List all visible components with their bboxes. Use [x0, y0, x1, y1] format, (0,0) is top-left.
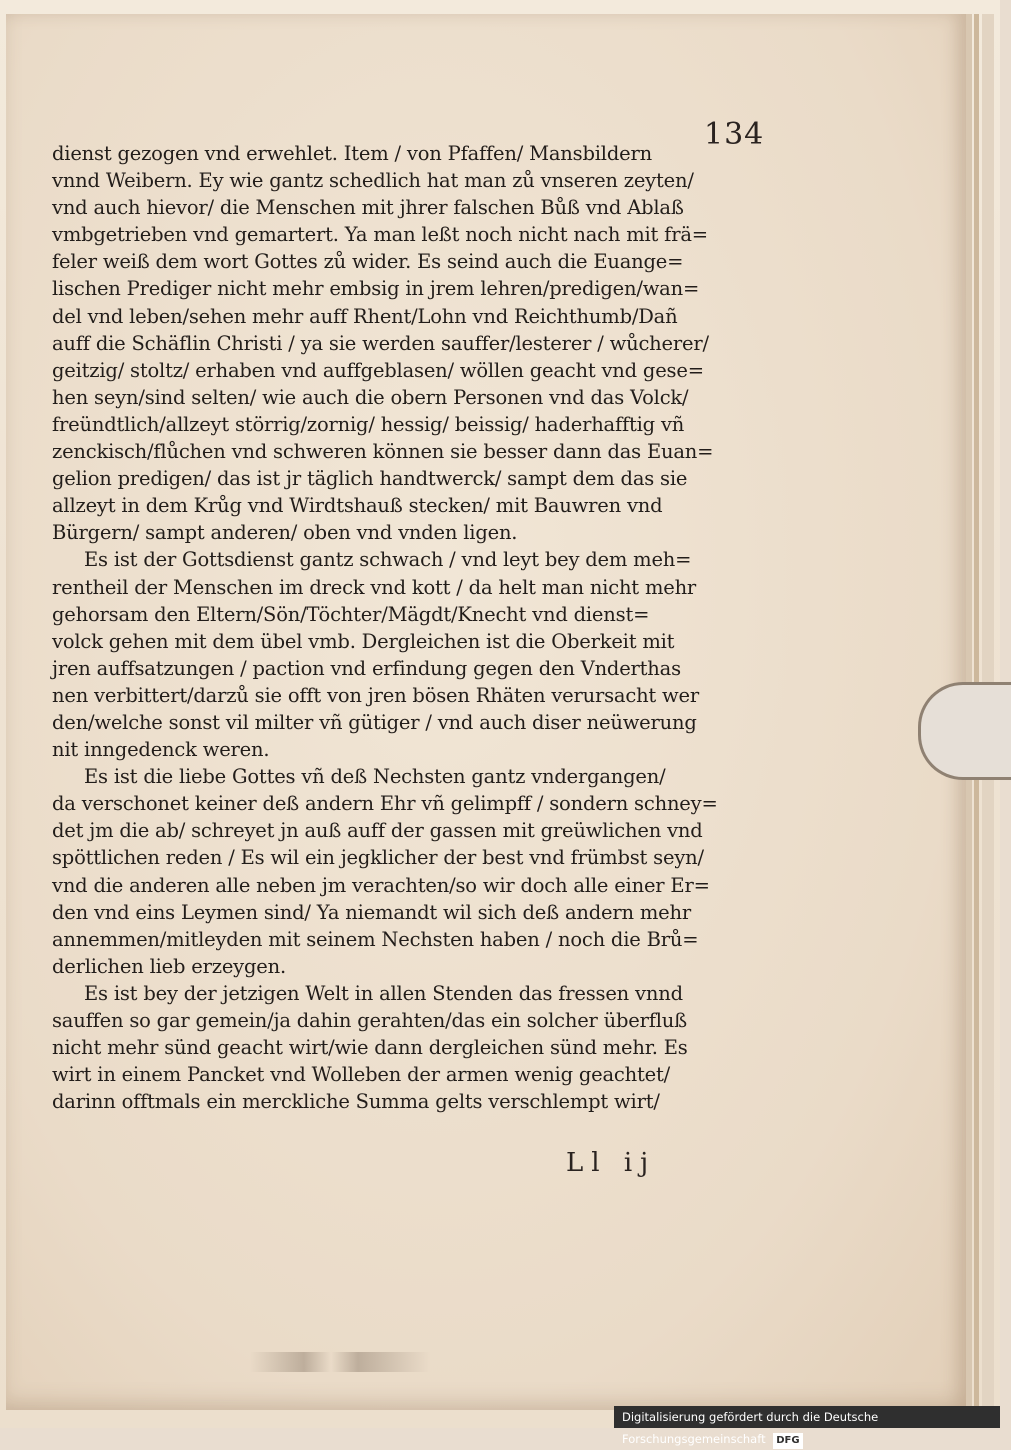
text-line: Es ist der Gottsdienst gantz schwach / vnd leyt bey dem meh= — [84, 548, 692, 572]
bookmark-tab — [918, 682, 1011, 780]
text-line: gehorsam den Eltern/Sön/Töchter/Mägdt/Knecht vnd dienst= — [52, 602, 650, 626]
text-line: derlichen lieb erzeygen. — [52, 954, 286, 978]
text-line: auff die Schäflin Christi / ya sie werden sauffer/lesterer / wůcherer/ — [52, 331, 709, 355]
text-line: vnnd Weibern. Ey wie gantz schedlich hat man zů vnseren zeyten/ — [52, 169, 694, 193]
text-line: freündtlich/allzeyt störrig/zornig/ hessig/ beissig/ haderhafftig vñ — [52, 412, 685, 436]
text-line: spöttlichen reden / Es wil ein jegklicher der best vnd frümbst seyn/ — [52, 846, 704, 870]
text-line: nit inngedenck weren. — [52, 738, 270, 762]
text-line: vnd die anderen alle neben jm verachten/so wir doch alle einer Er= — [52, 873, 710, 897]
text-line: gelion predigen/ das ist jr täglich handtwerck/ sampt dem das sie — [52, 467, 688, 491]
text-line: jren auffsatzungen / paction vnd erfindung gegen den Vnderthas — [52, 656, 681, 680]
text-line: geitzig/ stoltz/ erhaben vnd auffgeblasen/ wöllen geacht vnd gese= — [52, 358, 704, 382]
text-line: feler weiß dem wort Gottes zů wider. Es seind auch die Euange= — [52, 250, 684, 274]
text-line: sauffen so gar gemein/ja dahin gerahten/das ein solcher überfluß — [52, 1009, 687, 1032]
text-line: lischen Prediger nicht mehr embsig in jrem lehren/predigen/wan= — [52, 277, 700, 301]
text-line: dienst gezogen vnd erwehlet. Item / von Pfaffen/ Mansbildern — [52, 142, 652, 165]
text-line: det jm die ab/ schreyet jn auß auff der gassen mit greüwlichen vnd — [52, 819, 703, 843]
text-line: del vnd leben/sehen mehr auff Rhent/Lohn vnd Reichthumb/Dañ — [52, 304, 678, 328]
text-line: wirt in einem Pancket vnd Wolleben der armen wenig geachtet/ — [52, 1063, 670, 1087]
text-line: nen verbittert/darzů sie offt von jren bösen Rhäten verursacht wer — [52, 683, 700, 707]
text-line: zenckisch/flůchen vnd schweren können sie besser dann das Euan= — [52, 440, 714, 464]
text-line: annemmen/mitleyden mit seinem Nechsten haben / noch die Brů= — [52, 927, 699, 951]
text-line: da verschonet keiner deß andern Ehr vñ gelimpff / sondern schney= — [52, 792, 718, 816]
page-number: 134 — [704, 117, 765, 152]
text-line: vmbgetrieben vnd gemartert. Ya man leßt noch nicht nach mit frä= — [52, 223, 708, 247]
signature-mark: Ll ij — [566, 1148, 657, 1178]
text-line: Bürgern/ sampt anderen/ oben vnd vnden ligen. — [52, 521, 518, 545]
text-line: Es ist die liebe Gottes vñ deß Nechsten gantz vndergangen/ — [84, 765, 666, 789]
text-line: hen seyn/sind selten/ wie auch die obern Personen vnd das Volck/ — [52, 385, 689, 409]
text-line: vnd auch hievor/ die Menschen mit jhrer falschen Bůß vnd Ablaß — [52, 196, 684, 220]
text-line: allzeyt in dem Krůg vnd Wirdtshauß stecken/ mit Bauwren vnd — [52, 494, 663, 518]
text-line: darinn offtmals ein merckliche Summa gelts verschlempt wirt/ — [52, 1090, 660, 1114]
page-text — [52, 140, 752, 1115]
text-line: volck gehen mit dem übel vmb. Dergleichen ist die Oberkeit mit — [52, 629, 675, 653]
dfg-logo: DFG — [773, 1433, 802, 1449]
text-line: den vnd eins Leymen sind/ Ya niemandt wil sich deß andern mehr — [52, 900, 691, 924]
text-line: den/welche sonst vil milter vñ gütiger / vnd auch diser neüwerung — [52, 710, 697, 734]
digitization-footer — [614, 1406, 1000, 1446]
text-line: rentheil der Menschen im dreck vnd kott / da helt man nicht mehr — [52, 575, 697, 599]
ink-smudge — [250, 1352, 430, 1372]
footer-text: Digitalisierung gefördert durch die Deutsche Forschungsgemeinschaft — [622, 1410, 879, 1446]
text-line: Es ist bey der jetzigen Welt in allen Stenden das fressen vnnd — [84, 981, 683, 1005]
text-line: nicht mehr sünd geacht wirt/wie dann dergleichen sünd mehr. Es — [52, 1036, 688, 1060]
